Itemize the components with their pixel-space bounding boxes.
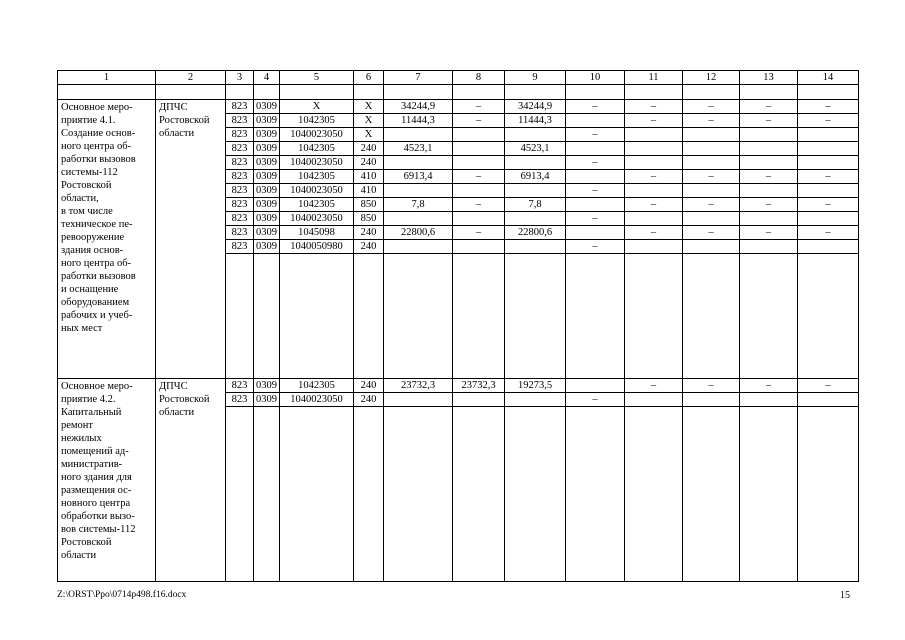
- organization-line: Ростовской: [159, 115, 210, 126]
- table-cell: –: [740, 198, 798, 212]
- table-cell: 240: [354, 240, 384, 254]
- table-cell: 1042305: [280, 379, 354, 393]
- table-cell: 1042305: [280, 170, 354, 184]
- table-cell: –: [740, 170, 798, 184]
- table-cell: 823: [226, 198, 254, 212]
- table-cell: [798, 240, 859, 254]
- header-cell: 4: [254, 71, 280, 85]
- table-cell: [798, 393, 859, 407]
- organization-line: Ростовской: [159, 394, 210, 405]
- table-cell: X: [354, 128, 384, 142]
- table-cell: –: [625, 226, 683, 240]
- measure-title-line: здания основ-: [61, 245, 124, 256]
- table-row: [58, 379, 859, 393]
- table-cell: –: [798, 170, 859, 184]
- table-cell: –: [798, 100, 859, 114]
- table-cell: 7,8: [505, 198, 566, 212]
- table-cell: –: [566, 156, 625, 170]
- table-cell: 823: [226, 212, 254, 226]
- table-cell: 1042305: [280, 142, 354, 156]
- table-cell: 11444,3: [384, 114, 453, 128]
- data-table-container: [57, 70, 858, 582]
- measure-title-line: Основное меро-: [61, 102, 133, 113]
- table-cell: –: [453, 226, 505, 240]
- table-cell: 410: [354, 184, 384, 198]
- footer-file-path: Z:\ORST\Ppo\0714p498.f16.docx: [57, 590, 187, 600]
- table-cell: [798, 128, 859, 142]
- table-cell: –: [683, 114, 740, 128]
- table-cell: 0309: [254, 240, 280, 254]
- table-cell: X: [354, 100, 384, 114]
- table-cell: 0309: [254, 114, 280, 128]
- measure-title-line: области,: [61, 193, 99, 204]
- table-cell: 22800,6: [505, 226, 566, 240]
- header-cell: 8: [453, 71, 505, 85]
- table-cell: [384, 156, 453, 170]
- table-cell: 823: [226, 240, 254, 254]
- measure-title-line: приятие 4.1.: [61, 115, 116, 126]
- table-cell: [740, 184, 798, 198]
- header-cell: 3: [226, 71, 254, 85]
- table-cell: [625, 393, 683, 407]
- table-cell: 23732,3: [384, 379, 453, 393]
- table-cell: [625, 128, 683, 142]
- table-cell: 823: [226, 393, 254, 407]
- table-cell: [453, 184, 505, 198]
- table-cell: 0309: [254, 379, 280, 393]
- table-cell: [505, 184, 566, 198]
- table-cell: 1045098: [280, 226, 354, 240]
- table-cell: 240: [354, 156, 384, 170]
- table-cell: [566, 379, 625, 393]
- organization-line: области: [159, 407, 195, 418]
- table-cell: [625, 212, 683, 226]
- table-cell: –: [683, 379, 740, 393]
- table-cell: –: [566, 212, 625, 226]
- measure-title-line: нежилых: [61, 433, 102, 444]
- measure-title-line: Основное меро-: [61, 381, 133, 392]
- table-cell: [683, 184, 740, 198]
- header-cell: 11: [625, 71, 683, 85]
- table-cell: 1040023050: [280, 184, 354, 198]
- measure-title-line: ревооружение: [61, 232, 125, 243]
- table-cell: –: [740, 114, 798, 128]
- table-cell: –: [683, 100, 740, 114]
- table-cell: 1040023050: [280, 156, 354, 170]
- table-cell: 0309: [254, 128, 280, 142]
- table-cell: –: [566, 240, 625, 254]
- table-cell: [625, 240, 683, 254]
- measure-title-line: и оснащение: [61, 284, 119, 295]
- table-cell: 34244,9: [505, 100, 566, 114]
- measure-title-line: обработки вызо-: [61, 511, 135, 522]
- table-cell: [566, 198, 625, 212]
- table-cell: 7,8: [384, 198, 453, 212]
- table-cell: 4523,1: [505, 142, 566, 156]
- table-cell: [683, 156, 740, 170]
- table-cell: 823: [226, 156, 254, 170]
- table-cell: [683, 212, 740, 226]
- measure-title-line: работки вызовов: [61, 271, 136, 282]
- table-cell: [505, 212, 566, 226]
- table-cell: [566, 170, 625, 184]
- header-cell: 7: [384, 71, 453, 85]
- table-cell: –: [798, 114, 859, 128]
- table-cell: 1040023050: [280, 128, 354, 142]
- table-cell: –: [453, 170, 505, 184]
- table-cell: 823: [226, 142, 254, 156]
- table-cell: –: [798, 379, 859, 393]
- table-cell: [453, 156, 505, 170]
- table-cell: [453, 142, 505, 156]
- table-cell: [625, 156, 683, 170]
- measure-title-line: Ростовской: [61, 537, 112, 548]
- measure-title-line: техническое пе-: [61, 219, 133, 230]
- table-cell: 0309: [254, 142, 280, 156]
- measure-title-line: новного центра: [61, 498, 131, 509]
- table-cell: –: [683, 198, 740, 212]
- table-cell: 34244,9: [384, 100, 453, 114]
- measure-title-line: помещений ад-: [61, 446, 129, 457]
- table-cell: 823: [226, 170, 254, 184]
- table-cell: [566, 114, 625, 128]
- table-cell: 23732,3: [453, 379, 505, 393]
- budget-table: [57, 70, 859, 582]
- organization-line: ДПЧС: [159, 381, 188, 392]
- table-cell: 0309: [254, 184, 280, 198]
- table-cell: [505, 156, 566, 170]
- table-cell: 0309: [254, 212, 280, 226]
- table-cell: –: [453, 198, 505, 212]
- measure-title-line: ного здания для: [61, 472, 132, 483]
- header-cell: 2: [156, 71, 226, 85]
- table-cell: 240: [354, 379, 384, 393]
- measure-title-line: приятие 4.2.: [61, 394, 116, 405]
- measure-title-line: размещения ос-: [61, 485, 132, 496]
- header-cell: 5: [280, 71, 354, 85]
- table-cell: –: [740, 379, 798, 393]
- measure-title-line: вов системы-112: [61, 524, 136, 535]
- table-cell: [798, 156, 859, 170]
- table-cell: [625, 142, 683, 156]
- table-cell: [384, 393, 453, 407]
- table-cell: –: [625, 100, 683, 114]
- table-cell: –: [683, 170, 740, 184]
- table-cell: –: [566, 100, 625, 114]
- table-cell: [384, 240, 453, 254]
- table-cell: [740, 240, 798, 254]
- measure-title-line: работки вызовов: [61, 154, 136, 165]
- table-cell: 1040050980: [280, 240, 354, 254]
- table-cell: –: [625, 114, 683, 128]
- table-cell: 4523,1: [384, 142, 453, 156]
- table-cell: [384, 128, 453, 142]
- table-cell: –: [566, 128, 625, 142]
- measure-title: [58, 379, 156, 582]
- table-cell: [683, 128, 740, 142]
- table-cell: 410: [354, 170, 384, 184]
- table-cell: –: [740, 226, 798, 240]
- column-number-row: [58, 71, 859, 85]
- header-cell: 12: [683, 71, 740, 85]
- table-cell: [683, 142, 740, 156]
- table-cell: 22800,6: [384, 226, 453, 240]
- measure-title-line: оборудованием: [61, 297, 130, 308]
- table-cell: 240: [354, 142, 384, 156]
- table-cell: 850: [354, 212, 384, 226]
- table-cell: [505, 128, 566, 142]
- measure-title-line: Ростовской: [61, 180, 112, 191]
- table-cell: [453, 240, 505, 254]
- measure-title: [58, 100, 156, 379]
- organization-line: ДПЧС: [159, 102, 188, 113]
- table-cell: [798, 212, 859, 226]
- measure-title-line: рабочих и учеб-: [61, 310, 133, 321]
- header-cell: 14: [798, 71, 859, 85]
- table-cell: [798, 142, 859, 156]
- table-cell: 823: [226, 128, 254, 142]
- measure-title-line: области: [61, 550, 97, 561]
- table-cell: [384, 184, 453, 198]
- measure-title-line: ного центра об-: [61, 141, 132, 152]
- table-cell: 823: [226, 114, 254, 128]
- table-cell: –: [625, 379, 683, 393]
- organization-cell: [156, 100, 226, 379]
- table-cell: 11444,3: [505, 114, 566, 128]
- table-cell: 823: [226, 226, 254, 240]
- table-cell: [505, 240, 566, 254]
- table-cell: –: [683, 226, 740, 240]
- table-cell: [740, 393, 798, 407]
- table-cell: –: [566, 184, 625, 198]
- table-cell: 6913,4: [505, 170, 566, 184]
- table-cell: 240: [354, 226, 384, 240]
- table-cell: [566, 142, 625, 156]
- table-cell: –: [740, 100, 798, 114]
- table-cell: [740, 128, 798, 142]
- table-cell: 0309: [254, 226, 280, 240]
- table-cell: 240: [354, 393, 384, 407]
- table-cell: [683, 240, 740, 254]
- table-cell: –: [798, 198, 859, 212]
- header-cell: 13: [740, 71, 798, 85]
- measure-title-line: Капитальный: [61, 407, 122, 418]
- header-cell: 9: [505, 71, 566, 85]
- table-cell: X: [354, 114, 384, 128]
- table-cell: [453, 393, 505, 407]
- table-cell: 1040023050: [280, 393, 354, 407]
- header-cell: 6: [354, 71, 384, 85]
- measure-title-line: Создание основ-: [61, 128, 136, 139]
- table-cell: –: [453, 114, 505, 128]
- table-cell: 823: [226, 100, 254, 114]
- table-cell: [566, 226, 625, 240]
- header-cell: 10: [566, 71, 625, 85]
- table-cell: –: [566, 393, 625, 407]
- measure-title-line: ных мест: [61, 323, 103, 334]
- table-cell: [683, 393, 740, 407]
- measure-title-line: ремонт: [61, 420, 94, 431]
- table-cell: [740, 142, 798, 156]
- table-cell: 0309: [254, 393, 280, 407]
- organization-cell: [156, 379, 226, 582]
- table-cell: [740, 212, 798, 226]
- table-cell: [505, 393, 566, 407]
- table-cell: 19273,5: [505, 379, 566, 393]
- spacer-row: [58, 85, 859, 100]
- table-cell: X: [280, 100, 354, 114]
- measure-title-line: министратив-: [61, 459, 123, 470]
- table-cell: 6913,4: [384, 170, 453, 184]
- table-cell: [453, 212, 505, 226]
- table-cell: [384, 212, 453, 226]
- table-cell: 823: [226, 184, 254, 198]
- table-cell: 0309: [254, 170, 280, 184]
- table-cell: 1042305: [280, 198, 354, 212]
- table-cell: –: [453, 100, 505, 114]
- table-cell: 0309: [254, 156, 280, 170]
- table-cell: –: [625, 198, 683, 212]
- measure-title-line: системы-112: [61, 167, 118, 178]
- organization-line: области: [159, 128, 195, 139]
- table-row: [58, 100, 859, 114]
- table-cell: 0309: [254, 198, 280, 212]
- measure-title-line: ного центра об-: [61, 258, 132, 269]
- table-cell: –: [625, 170, 683, 184]
- table-cell: 1040023050: [280, 212, 354, 226]
- table-cell: [453, 128, 505, 142]
- table-cell: [798, 184, 859, 198]
- table-cell: 1042305: [280, 114, 354, 128]
- table-cell: 823: [226, 379, 254, 393]
- measure-title-line: в том числе: [61, 206, 113, 217]
- table-cell: 0309: [254, 100, 280, 114]
- table-cell: [625, 184, 683, 198]
- header-cell: 1: [58, 71, 156, 85]
- table-cell: 850: [354, 198, 384, 212]
- footer-page-number: 15: [840, 590, 850, 601]
- table-cell: –: [798, 226, 859, 240]
- table-cell: [740, 156, 798, 170]
